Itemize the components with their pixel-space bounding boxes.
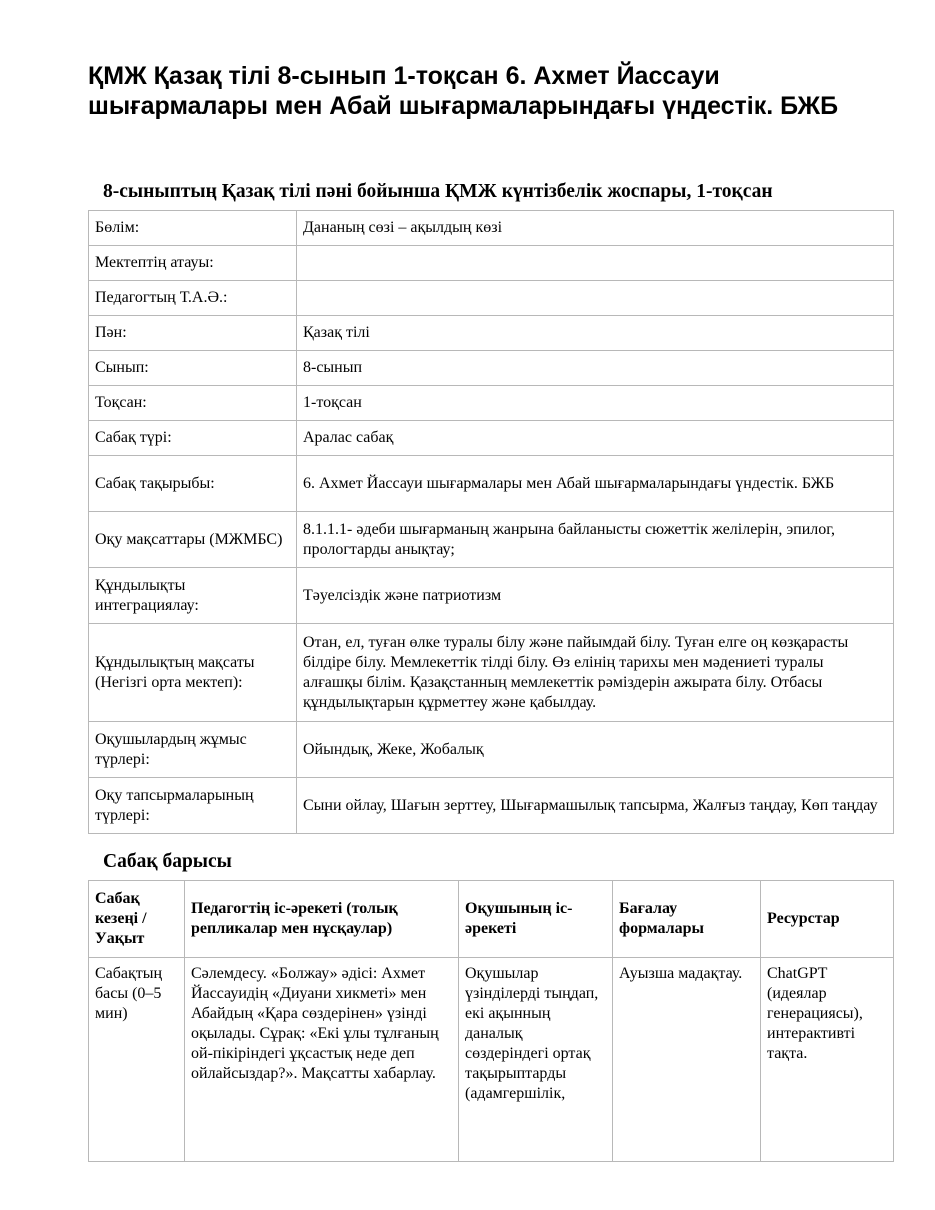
info-row: [89, 421, 894, 456]
info-label: Бөлім:: [89, 211, 297, 246]
info-value: Қазақ тілі: [297, 316, 894, 351]
info-value: 8-сынып: [297, 351, 894, 386]
info-label: Педагогтың Т.А.Ә.:: [89, 281, 297, 316]
info-value: 1-тоқсан: [297, 386, 894, 421]
info-value: 8.1.1.1- әдеби шығарманың жанрына байланысты сюжеттік желілерін, эпилог, прологтарды анықтау;: [297, 512, 894, 568]
info-label: Мектептің атауы:: [89, 246, 297, 281]
info-label: Оқу мақсаттары (МЖМБС): [89, 512, 297, 568]
info-value: Аралас сабақ: [297, 421, 894, 456]
info-label: Сабақ түрі:: [89, 421, 297, 456]
info-label: Пән:: [89, 316, 297, 351]
lesson-cell: ChatGPT (идеялар генерациясы), интерактивті тақта.: [761, 958, 894, 1162]
info-label: Сынып:: [89, 351, 297, 386]
info-row: [89, 778, 894, 834]
info-row: [89, 246, 894, 281]
info-value: Дананың сөзі – ақылдың көзі: [297, 211, 894, 246]
info-label: Оқу тапсырмаларының түрлері:: [89, 778, 297, 834]
info-label: Құндылықтың мақсаты (Негізгі орта мектеп):: [89, 624, 297, 722]
lesson-heading: Сабақ барысы: [103, 851, 232, 872]
info-value: Тәуелсіздік және патриотизм: [297, 568, 894, 624]
info-label: Тоқсан:: [89, 386, 297, 421]
lesson-cell: Оқушылар үзінділерді тыңдап, екі ақынның даналық сөздеріндегі ортақ тақырыптарды (адамгершілік,: [459, 958, 613, 1162]
info-value: Ойындық, Жеке, Жобалық: [297, 722, 894, 778]
info-row: [89, 281, 894, 316]
info-row: [89, 316, 894, 351]
info-row: [89, 722, 894, 778]
info-value: Отан, ел, туған өлке туралы білу және пайымдай білу. Туған елге оң көзқарасты білдіре білу. Мемлекеттік тілді білу. Өз елінің тарихы мен мәдениеті туралы алғашқы білім. Қазақстанның мемлекеттік рәміздерін ажырата білу. Отбасы құндылықтарын құрметтеу және қабылдау.: [297, 624, 894, 722]
plan-heading: 8-сыныптың Қазақ тілі пәні бойынша ҚМЖ күнтізбелік жоспары, 1-тоқсан: [103, 181, 773, 202]
lesson-column-header: Педагогтің іс-әрекеті (толық репликалар мен нұсқаулар): [185, 881, 459, 958]
info-value: Сыни ойлау, Шағын зерттеу, Шығармашылық тапсырма, Жалғыз таңдау, Көп таңдау: [297, 778, 894, 834]
info-row: [89, 351, 894, 386]
info-row: [89, 211, 894, 246]
info-row: [89, 624, 894, 722]
lesson-cell: Ауызша мадақтау.: [613, 958, 761, 1162]
info-row: [89, 568, 894, 624]
lesson-column-header: Бағалау формалары: [613, 881, 761, 958]
document-title: ҚМЖ Қазақ тілі 8-сынып 1-тоқсан 6. Ахмет Йассауи шығармалары мен Абай шығармаларындағы үндестік. БЖБ: [88, 62, 839, 120]
lesson-column-header: Оқушының іс-әрекеті: [459, 881, 613, 958]
info-label: Оқушылардың жұмыс түрлері:: [89, 722, 297, 778]
info-label: Сабақ тақырыбы:: [89, 456, 297, 512]
info-label: Құндылықты интеграциялау:: [89, 568, 297, 624]
lesson-cell: Сәлемдесу. «Болжау» әдісі: Ахмет Йассауидің «Диуани хикметі» мен Абайдың «Қара сөздерінен» үзінді оқылады. Сұрақ: «Екі ұлы тұлғаның ой-пікіріндегі ұқсастық неде деп ойлайсыздар?». Мақсатты хабарлау.: [185, 958, 459, 1162]
info-value: 6. Ахмет Йассауи шығармалары мен Абай шығармаларындағы үндестік. БЖБ: [297, 456, 894, 512]
lesson-row: [89, 958, 894, 1162]
lesson-column-header: Сабақ кезеңі / Уақыт: [89, 881, 185, 958]
info-row: [89, 386, 894, 421]
info-row: [89, 456, 894, 512]
lesson-table: [88, 880, 894, 1162]
info-table: [88, 210, 894, 834]
lesson-column-header: Ресурстар: [761, 881, 894, 958]
info-row: [89, 512, 894, 568]
lesson-cell: Сабақтың басы (0–5 мин): [89, 958, 185, 1162]
info-value: [297, 281, 894, 316]
info-value: [297, 246, 894, 281]
